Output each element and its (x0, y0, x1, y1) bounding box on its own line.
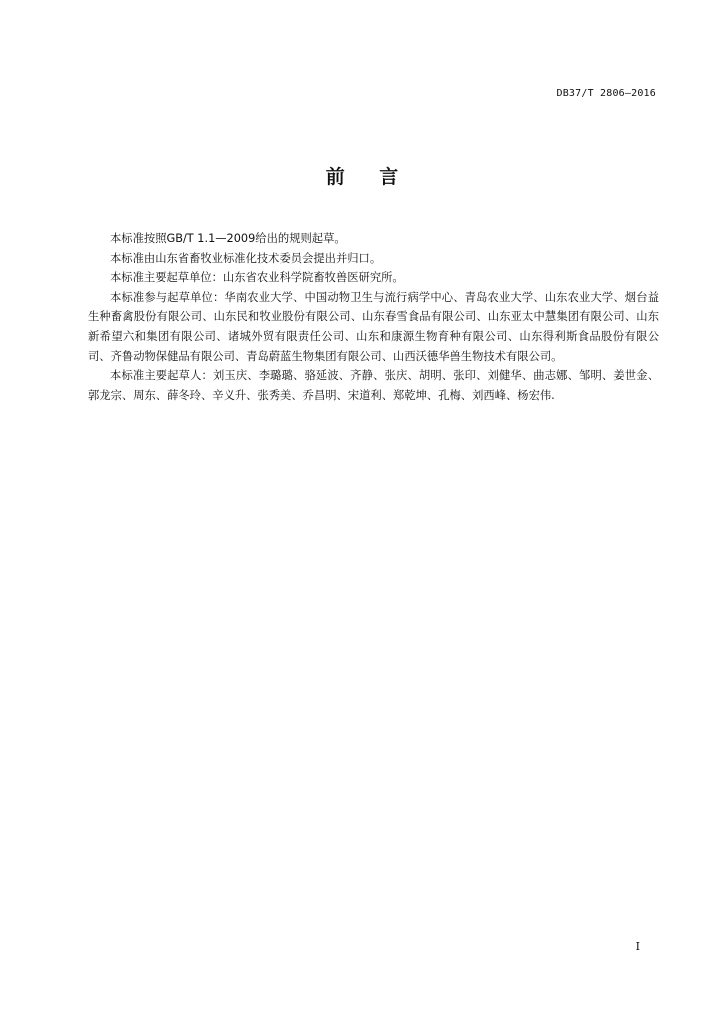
page-number: I (635, 940, 640, 953)
paragraph-main-drafting-unit: 本标准主要起草单位：山东省农业科学院畜牧兽医研究所。 (110, 271, 404, 285)
foreword-body (88, 229, 659, 405)
paragraph-proposer: 本标准由山东省畜牧业标准化技术委员会提出并归口。 (110, 251, 382, 265)
page-title: 前 言 (325, 166, 413, 188)
paragraph-participating-units: 本标准参与起草单位：华南农业大学、中国动物卫生与流行病学中心、青岛农业大学、山东农业大学、烟台益生种畜禽股份有限公司、山东民和牧业股份有限公司、山东春雪食品有限公司、山东亚太中慧集团有限公司、山东新希望六和集团有限公司、诸城外贸有限责任公司、山东和康源生物育种有限公司、山东得利斯食品股份有限公司、齐鲁动物保健品有限公司、青岛蔚蓝生物集团有限公司、山西沃德华兽生物技术有限公司。 (88, 290, 659, 363)
document-code: DB37/T 2806—2016 (556, 88, 656, 99)
paragraph-drafting-rules: 本标准按照GB/T 1.1—2009给出的规则起草。 (110, 232, 346, 245)
paragraph-main-drafters: 本标准主要起草人：刘玉庆、李璐璐、骆延波、齐静、张庆、胡明、张印、刘健华、曲志娜、邹明、姜世金、郭龙宗、周东、薛冬玲、辛义升、张秀美、乔昌明、宋道利、郑乾坤、孔梅、刘西峰、杨宏伟. (88, 369, 659, 402)
